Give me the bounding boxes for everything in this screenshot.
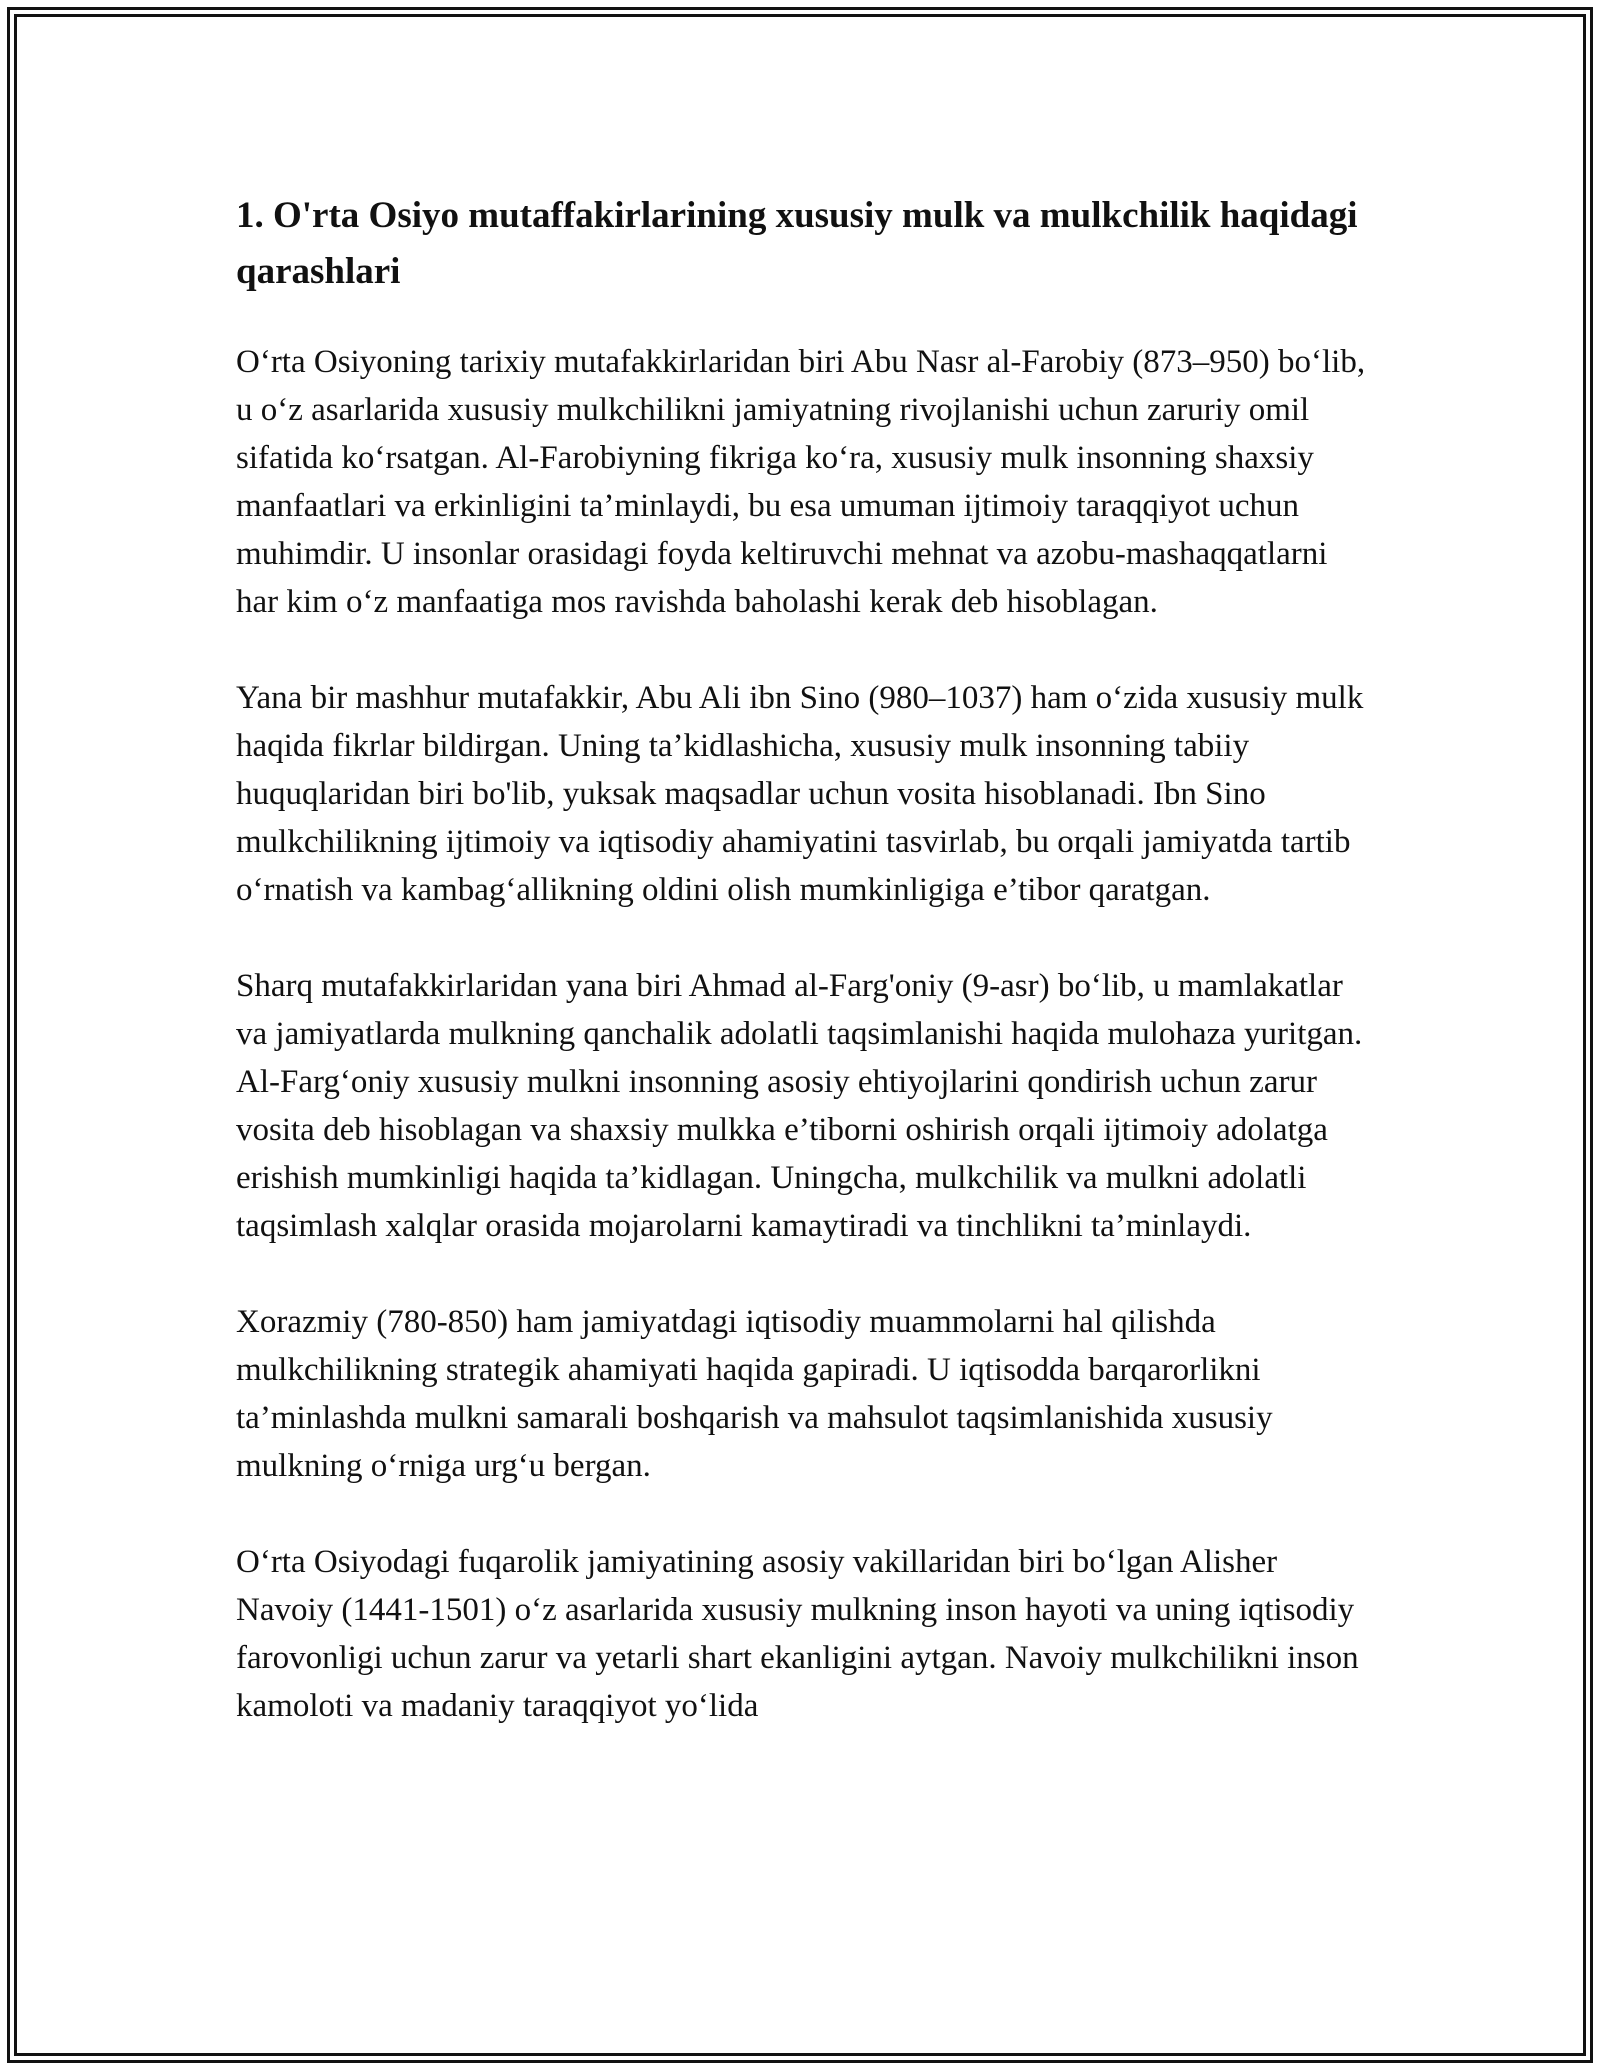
paragraph-xorazmiy: Xorazmiy (780-850) ham jamiyatdagi iqtisodiy muammolarni hal qilishda mulkchilikning strategik ahamiyati haqida gapiradi. U iqtisodda barqarorlikni ta’minlashda mulkni samarali boshqarish va mahsulot taqsimlanishida xususiy mulkning o‘rniga urg‘u bergan. [236, 1304, 1273, 1484]
paragraph-navoiy: O‘rta Osiyodagi fuqarolik jamiyatining asosiy vakillaridan biri bo‘lgan Alisher Navoiy (1441-1501) o‘z asarlarida xususiy mulkning inson hayoti va uning iqtisodiy farovonligi uchun zarur va yetarli shart ekanligini aytgan. Navoiy mulkchilikni inson kamoloti va madaniy taraqqiyot yo‘lida [236, 1544, 1359, 1724]
document-body [236, 188, 1376, 1778]
paragraph-farobiy: O‘rta Osiyoning tarixiy mutafakkirlaridan biri Abu Nasr al-Farobiy (873–950) bo‘lib, u o‘z asarlarida xususiy mulkchilikni jamiyatning rivojlanishi uchun zaruriy omil sifatida ko‘rsatgan. Al-Farobiyning fikriga ko‘ra, xususiy mulk insonning shaxsiy manfaatlari va erkinligini ta’minlaydi, bu esa umuman ijtimoiy taraqqiyot uchun muhimdir. U insonlar orasidagi foyda keltiruvchi mehnat va azobu-mashaqqatlarni har kim o‘z manfaatiga mos ravishda baholashi kerak deb hisoblagan. [236, 344, 1366, 620]
paragraph-fargoniy: Sharq mutafakkirlaridan yana biri Ahmad al-Farg'oniy (9-asr) bo‘lib, u mamlakatlar va jamiyatlarda mulkning qanchalik adolatli taqsimlanishi haqida mulohaza yuritgan. Al-Farg‘oniy xususiy mulkni insonning asosiy ehtiyojlarini qondirish uchun zarur vosita deb hisoblagan va shaxsiy mulkka e’tiborni oshirish orqali ijtimoiy adolatga erishish mumkinligi haqida ta’kidlagan. Uningcha, mulkchilik va mulkni adolatli taqsimlash xalqlar orasida mojarolarni kamaytiradi va tinchlikni ta’minlaydi. [236, 968, 1363, 1244]
section-heading: 1. O'rta Osiyo mutaffakirlarining xususiy mulk va mulkchilik haqidagi qarashlari [236, 195, 1358, 292]
paragraph-ibn-sino: Yana bir mashhur mutafakkir, Abu Ali ibn Sino (980–1037) ham o‘zida xususiy mulk haqida fikrlar bildirgan. Uning ta’kidlashicha, xususiy mulk insonning tabiiy huquqlaridan biri bo'lib, yuksak maqsadlar uchun vosita hisoblanadi. Ibn Sino mulkchilikning ijtimoiy va iqtisodiy ahamiyatini tasvirlab, bu orqali jamiyatda tartib o‘rnatish va kambag‘allikning oldini olish mumkinligiga e’tibor qaratgan. [236, 680, 1364, 908]
